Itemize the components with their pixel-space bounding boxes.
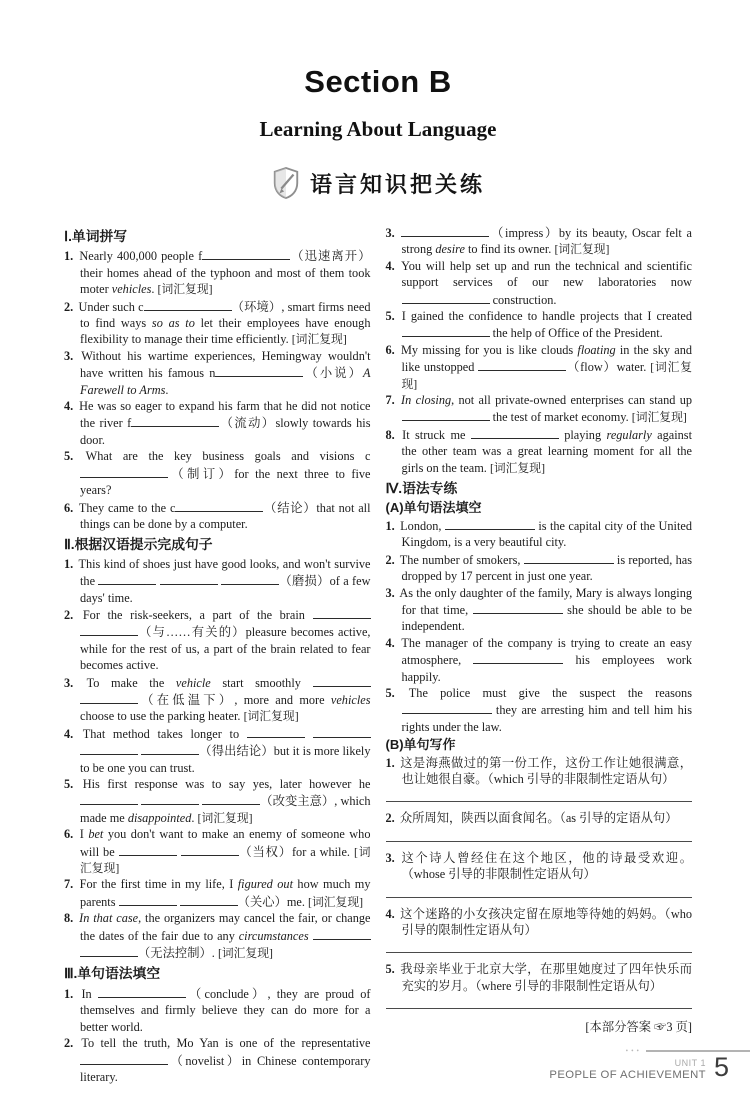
answer-blank[interactable] (473, 651, 563, 664)
item-number: 3. (385, 850, 395, 865)
practice-banner (64, 166, 692, 200)
item-number: 1. (64, 556, 74, 571)
answer-blank[interactable] (402, 291, 490, 304)
item-number: 4. (385, 906, 395, 921)
italic-text: In closing (401, 393, 452, 408)
answer-blank[interactable] (119, 843, 177, 856)
answer-blank[interactable] (247, 725, 305, 738)
italic-text: so as to (151, 316, 195, 331)
vocab-recurrence-tag: [词汇复现] (80, 844, 371, 876)
answer-blank[interactable] (478, 358, 566, 371)
page-subtitle: Learning About Language (259, 117, 497, 141)
item-number: 7. (385, 393, 395, 408)
vocab-recurrence-tag: [词汇复现] (197, 810, 253, 825)
exercise-item (64, 398, 371, 448)
text-run: I gained the confidence to handle projects that I created (401, 309, 692, 324)
text-run: （制订）for the next three to five years? (80, 466, 371, 498)
italic-text: vehicle (175, 675, 211, 690)
text-run: construction. (489, 292, 557, 307)
text-run: （环境）, smart firms need to find ways (80, 299, 371, 331)
exercise-item (386, 635, 693, 685)
answer-blank[interactable] (181, 843, 239, 856)
text-run: I (79, 827, 89, 842)
text-run: . (191, 810, 198, 825)
vocab-recurrence-tag: [词汇复现] (631, 410, 687, 425)
shield-pen-icon (271, 166, 301, 200)
text-run: （impress）by its beauty, Oscar felt a strong (401, 226, 692, 257)
text-run: （流动）slowly towards his door. (80, 416, 371, 447)
answer-writing-line[interactable] (386, 952, 693, 953)
answer-blank[interactable] (313, 927, 371, 940)
text-run: （改变主意）, which made me (80, 794, 371, 825)
exercise-item (64, 725, 371, 776)
answer-blank[interactable] (144, 298, 232, 311)
answer-blank[interactable] (313, 606, 371, 619)
text-run: Nearly 400,000 people f (79, 249, 203, 264)
subsection-header: (B)单句写作 (385, 737, 456, 753)
exercise-item (64, 1035, 371, 1085)
answer-blank[interactable] (202, 247, 290, 260)
italic-text: circumstances (238, 928, 309, 943)
text-run: They came to the c (78, 500, 176, 515)
italic-text: In that case (79, 911, 139, 926)
footer-row (520, 1054, 750, 1081)
exercise-item (64, 776, 371, 826)
exercise-item (386, 342, 693, 392)
footer-dots-icon: ••• (625, 1047, 642, 1055)
text-run: His first response was to say yes, later however he (82, 777, 371, 791)
item-number: 3. (385, 585, 395, 600)
italic-text: figured out (237, 877, 293, 892)
text-run: 这个迷路的小女孩决定留在原地等待她的妈妈。（who 引导的限制性定语从句） (400, 906, 693, 938)
text-run: in the sky and like unstopped (401, 342, 692, 375)
text-run: （flow）water. (566, 360, 651, 375)
text-run: London, (400, 518, 445, 533)
text-run: （无法控制）. (138, 946, 218, 961)
text-run: To make the (86, 675, 176, 690)
answer-blank[interactable] (80, 623, 138, 636)
answer-blank[interactable] (471, 426, 559, 439)
text-run: The police must give the suspect the reasons (408, 685, 692, 700)
answer-writing-line[interactable] (386, 801, 693, 802)
text-run: For the first time in my life, I (79, 877, 238, 892)
answer-writing-line[interactable] (386, 841, 693, 842)
exercise-item (386, 685, 693, 735)
exercise-item (64, 674, 371, 725)
text-run: My missing for you is like clouds (400, 342, 578, 357)
item-number: 5. (385, 962, 395, 977)
exercise-item (64, 826, 371, 876)
answer-blank[interactable] (175, 499, 263, 512)
text-run: 这是海燕做过的第一份工作，这份工作让她很满意，也让她很自豪。（which 引导的非限制性定语从句） (400, 755, 692, 786)
item-number: 8. (385, 427, 395, 442)
exercise-item (386, 392, 693, 426)
section-header: Ⅳ.语法专练 (385, 481, 458, 497)
item-number: 1. (385, 755, 395, 770)
text-run: （磨损）of a few days' time. (80, 574, 371, 605)
vocab-recurrence-tag: [词汇复现] (401, 360, 692, 391)
item-number: 5. (385, 685, 395, 700)
text-run: 我母亲毕业于北京大学，在那里她度过了四年快乐而充实的岁月。（where 引导的非限制性定语从句） (400, 962, 692, 993)
item-number: 2. (385, 811, 395, 826)
text-run: （小说） (303, 366, 363, 381)
item-number: 6. (64, 827, 74, 842)
text-run: This kind of shoes just have good looks, and won't survive the (78, 556, 371, 589)
italic-text: regularly (606, 427, 652, 442)
exercise-item (64, 985, 371, 1035)
exercise-item (64, 556, 371, 606)
answer-blank[interactable] (141, 792, 199, 805)
answer-blank[interactable] (202, 792, 260, 805)
exercise-item (386, 585, 693, 635)
text-run: the help of Office of the President. (489, 326, 663, 341)
two-column-body (64, 224, 692, 1085)
exercise-item (64, 247, 371, 297)
item-number: 2. (64, 1036, 74, 1051)
vocab-recurrence-tag: [词汇复现] (554, 242, 610, 257)
answer-blank[interactable] (313, 725, 371, 738)
italic-text: vehicles (111, 282, 152, 297)
exercise-item (386, 426, 693, 476)
answer-blank[interactable] (80, 691, 138, 704)
item-number: 7. (64, 877, 74, 892)
answer-blank[interactable] (80, 944, 138, 957)
italic-text: desire (435, 242, 465, 257)
answer-writing-line[interactable] (386, 1008, 693, 1009)
exercise-item (64, 910, 371, 961)
text-run: to find its owner. (464, 242, 555, 257)
exercise-item (386, 906, 693, 939)
text-run: In (81, 986, 98, 1001)
answer-blank[interactable] (160, 572, 218, 585)
text-run: （结论）that not all things can be done by a computer. (80, 500, 371, 531)
text-run: Without his wartime experiences, Hemingway wouldn't have written his famous n (80, 348, 371, 381)
text-run: That method takes longer to (82, 726, 247, 741)
exercise-item (386, 551, 693, 585)
text-run: （conclude）, they are proud of themselves and firmly believe they can do more for a better world. (80, 986, 371, 1034)
text-run: （得出结论）but it is more likely to be one you can trust. (80, 744, 371, 775)
vocab-recurrence-tag: [词汇复现] (489, 460, 545, 475)
text-run: . (151, 282, 158, 297)
text-run: playing (558, 427, 607, 442)
answer-blank[interactable] (80, 465, 168, 478)
right-column (386, 224, 693, 1085)
item-number: 5. (385, 309, 395, 324)
answer-blank[interactable] (98, 985, 186, 998)
text-run: （novelist）in Chinese contemporary literary. (80, 1053, 371, 1084)
answer-blank[interactable] (215, 364, 303, 377)
text-run (305, 727, 313, 741)
text-run: is the capital city of the United Kingdom, is a very beautiful city. (401, 518, 692, 550)
item-number: 6. (64, 500, 74, 515)
exercise-item (64, 448, 371, 498)
exercise-item (386, 961, 693, 994)
exercise-item (386, 755, 693, 788)
answer-blank[interactable] (401, 224, 489, 237)
answer-blank[interactable] (98, 572, 156, 585)
text-run: What are the key business goals and visions c (85, 449, 371, 464)
page-number: 5 (713, 1052, 729, 1082)
text-run: you don't want to make an enemy of someone who will be (80, 827, 371, 859)
left-column (64, 224, 371, 1085)
text-run: The manager of the company is trying to create an easy atmosphere, (401, 635, 692, 668)
text-run: the test of market economy. (489, 410, 632, 425)
answer-blank[interactable] (473, 601, 563, 614)
text-run: （关心）me. (237, 894, 309, 909)
item-number: 5. (64, 449, 74, 464)
text-run: let their employees have enough flexibility to manage their time efficiently. (80, 316, 371, 347)
answer-blank[interactable] (141, 742, 199, 755)
answers-reference-note: [本部分答案 ☞3 页] (585, 1020, 692, 1035)
text-run: （迅速离开）their homes ahead of the typhoon and most of them took moter (80, 249, 371, 297)
exercise-item (386, 308, 693, 342)
text-run: . (165, 382, 169, 397)
item-number: 2. (64, 299, 74, 314)
text-run: （当权）for a while. (238, 844, 354, 859)
text-run: （与……有关的）pleasure becomes active, while for the rest of us, a part of the brain related to fear becomes active. (80, 625, 371, 673)
answer-blank[interactable] (445, 517, 535, 530)
italic-text: bet (88, 827, 104, 842)
answer-blank[interactable] (80, 742, 138, 755)
section-title: Section B (304, 64, 452, 99)
section-header: Ⅰ.单词拼写 (64, 229, 128, 244)
text-run: To tell the truth, Mo Yan is one of the representative (81, 1036, 371, 1051)
text-run: how much my parents (80, 877, 371, 909)
text-run: choose to use the parking heater. (80, 709, 244, 724)
text-run: is reported, has dropped by 17 percent in just one year. (401, 552, 693, 584)
text-run: they are arresting him and tell him his rights under the law. (401, 703, 692, 734)
text-run: For the risk-seekers, a part of the brain (82, 607, 313, 622)
text-run: , not all private-owned enterprises can stand up (451, 393, 692, 408)
vocab-recurrence-tag: [词汇复现] (157, 282, 213, 297)
italic-text: floating (577, 342, 616, 357)
item-number: 1. (385, 518, 395, 533)
section-header: Ⅱ.根据汉语提示完成句子 (64, 537, 213, 553)
vocab-recurrence-tag: [词汇复现] (291, 332, 347, 347)
text-run: , the organizers may cancel the fair, or change the dates of the fair due to any (80, 911, 371, 943)
exercise-item (64, 348, 371, 398)
section-header: Ⅲ.单句语法填空 (64, 966, 161, 982)
answer-blank[interactable] (313, 674, 371, 687)
item-number: 3. (64, 348, 74, 363)
item-number: 6. (385, 342, 395, 357)
text-run: his employees work happily. (401, 653, 692, 684)
exercise-item (64, 606, 371, 674)
exercise-item (386, 850, 693, 883)
answer-blank[interactable] (119, 893, 177, 906)
answer-blank[interactable] (402, 701, 492, 714)
answer-blank[interactable] (524, 551, 614, 564)
exercise-item (386, 517, 693, 551)
exercise-item (386, 258, 693, 308)
item-number: 5. (64, 777, 74, 791)
answer-blank[interactable] (402, 408, 490, 421)
answer-blank[interactable] (402, 324, 490, 337)
exercise-item (386, 810, 693, 826)
answer-blank[interactable] (180, 893, 238, 906)
italic-text: A Farewell to Arms (80, 366, 371, 397)
answer-blank[interactable] (131, 414, 219, 427)
item-number: 8. (64, 911, 74, 926)
item-number: 2. (64, 607, 74, 622)
item-number: 1. (64, 249, 74, 264)
text-run: It struck me (402, 427, 471, 442)
text-run: 众所周知，陕西以面食闻名。（as 引导的定语从句） (399, 811, 678, 826)
item-number: 1. (64, 986, 74, 1001)
text-run: （在低温下）, more and more (138, 692, 331, 707)
text-run: The number of smokers, (399, 552, 524, 567)
italic-text: vehicles (330, 692, 371, 707)
item-number: 3. (385, 226, 395, 240)
subsection-header: (A)单句语法填空 (385, 499, 482, 515)
italic-text: disappointed (127, 810, 192, 825)
exercise-item (64, 298, 371, 348)
text-run: As the only daughter of the family, Mary is always longing for that time, (399, 585, 692, 617)
text-run: start smoothly (210, 675, 313, 690)
item-number: 3. (64, 675, 74, 690)
footer-series-label: PEOPLE OF ACHIEVEMENT (549, 1069, 706, 1081)
vocab-recurrence-tag: [词汇复现] (217, 946, 273, 961)
page-footer (520, 1048, 750, 1081)
text-run: 这个诗人曾经住在这个地区，他的诗最受欢迎。（whose 引导的非限制性定语从句） (401, 850, 692, 882)
exercise-item (64, 499, 371, 533)
exercise-item (64, 876, 371, 910)
answer-writing-line[interactable] (386, 897, 693, 898)
exercise-item (386, 224, 693, 258)
answer-blank[interactable] (221, 572, 279, 585)
answer-blank[interactable] (80, 792, 138, 805)
item-number: 4. (64, 399, 74, 414)
banner-title: 语言知识把关练 (309, 171, 485, 197)
text-run: she should be able to be independent. (401, 602, 692, 634)
item-number: 4. (385, 635, 395, 650)
workbook-page (0, 64, 750, 1085)
answer-blank[interactable] (80, 1052, 168, 1065)
vocab-recurrence-tag: [词汇复现] (243, 709, 299, 724)
text-run: You will help set up and run the technical and scientific support services of our new laboratories now (401, 258, 692, 290)
item-number: 2. (385, 552, 395, 567)
item-number: 4. (64, 726, 74, 741)
footer-labels (549, 1058, 706, 1081)
text-run: against the other team was a great learning moment for all the girls on the team. (401, 427, 693, 475)
text-run: Under such c (78, 299, 144, 314)
footer-unit-label: UNIT 1 (674, 1058, 706, 1068)
item-number: 4. (385, 258, 395, 273)
vocab-recurrence-tag: [词汇复现] (308, 894, 364, 909)
text-run: He was so eager to expand his farm that he did not notice the river f (79, 399, 371, 431)
